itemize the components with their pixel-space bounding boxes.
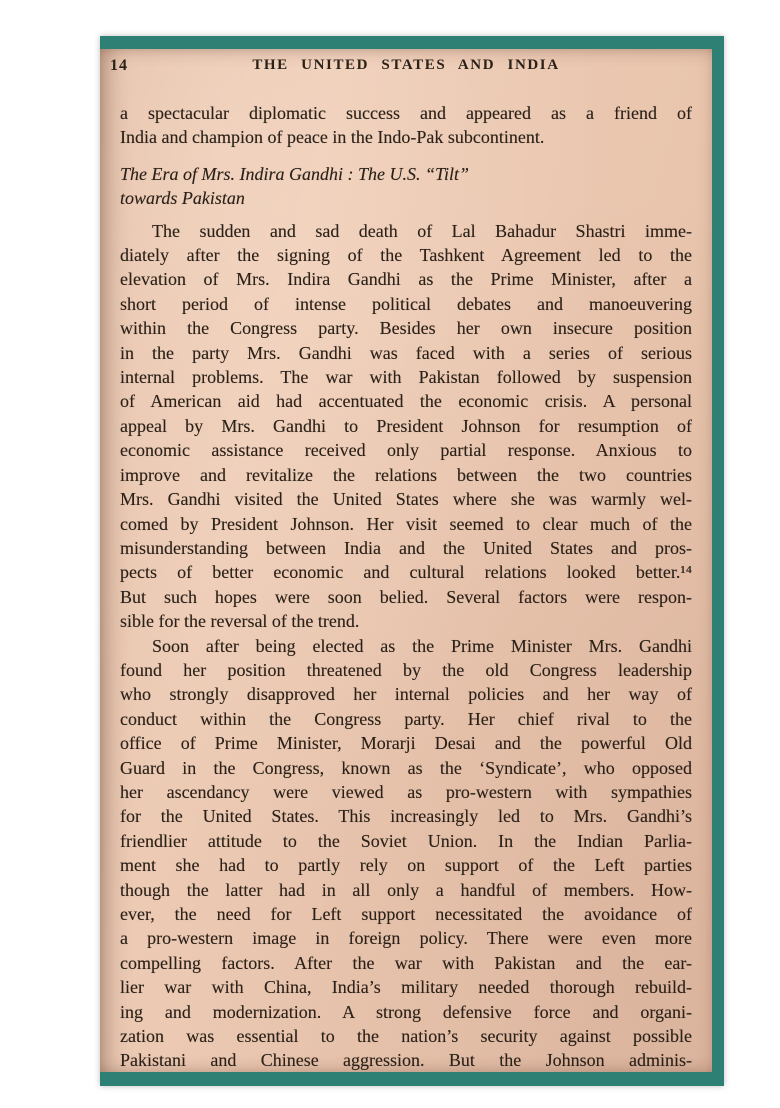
text-line: office of Prime Minister, Morarji Desai and the powerful Old xyxy=(120,733,692,754)
text-line: in the party Mrs. Gandhi was faced with a series of serious xyxy=(120,342,692,363)
text-line: of American aid had accentuated the economic crisis. A personal xyxy=(120,391,692,412)
paragraph-1 xyxy=(120,219,692,634)
paragraph-intro xyxy=(120,101,692,150)
text-line: within the Congress party. Besides her own insecure position xyxy=(120,318,692,339)
text-line: a pro-western image in foreign policy. There were even more xyxy=(120,928,692,949)
running-title: THE UNITED STATES AND INDIA xyxy=(252,57,560,73)
text-line: misunderstanding between India and the United States and pros- xyxy=(120,537,692,558)
text-line: Guard in the Congress, known as the ‘Syndicate’, who opposed xyxy=(120,757,692,778)
book-page xyxy=(100,49,712,1072)
text-line: short period of intense political debates and manoeuvering xyxy=(120,293,692,314)
text-line: ment she had to partly rely on support of the Left parties xyxy=(120,855,692,876)
text-line: though the latter had in all only a handful of members. How- xyxy=(120,879,692,900)
text-line: found her position threatened by the old Congress leadership xyxy=(120,659,692,680)
text-line: friendlier attitude to the Soviet Union. In the Indian Parlia- xyxy=(120,830,692,851)
text-line: ing and modernization. A strong defensive force and organi- xyxy=(120,1001,692,1022)
text-line: for the United States. This increasingly led to Mrs. Gandhi’s xyxy=(120,806,692,827)
text-line: Mrs. Gandhi visited the United States where she was warmly wel- xyxy=(120,489,692,510)
page-number: 14 xyxy=(110,57,128,74)
text-line: India and champion of peace in the Indo-Pak subcontinent. xyxy=(120,127,545,148)
text-line: Pakistani and Chinese aggression. But the Johnson adminis- xyxy=(120,1050,692,1071)
text-line: comed by President Johnson. Her visit seemed to clear much of the xyxy=(120,513,692,534)
book-cover-border xyxy=(100,36,724,1086)
text-line: her ascendancy were viewed as pro-western with sympathies xyxy=(120,781,692,802)
text-line: towards Pakistan xyxy=(120,188,245,209)
text-line: internal problems. The war with Pakistan followed by suspension xyxy=(120,367,692,388)
text-line: The sudden and sad death of Lal Bahadur Shastri imme- xyxy=(152,220,692,241)
text-line: economic assistance received only partial response. Anxious to xyxy=(120,440,692,461)
text-line: Soon after being elected as the Prime Minister Mrs. Gandhi xyxy=(152,635,692,656)
text-line: improve and revitalize the relations between the two countries xyxy=(120,464,692,485)
text-line: elevation of Mrs. Indira Gandhi as the Prime Minister, after a xyxy=(120,269,692,290)
text-line: zation was essential to the nation’s security against possible xyxy=(120,1026,692,1047)
page-header xyxy=(110,57,692,77)
text-line: conduct within the Congress party. Her chief rival to the xyxy=(120,708,692,729)
text-line: The Era of Mrs. Indira Gandhi : The U.S. “Tilt” xyxy=(120,163,470,184)
paragraph-2 xyxy=(120,634,692,1073)
text-line: But such hopes were soon belied. Several factors were respon- xyxy=(120,586,692,607)
section-heading xyxy=(120,162,692,211)
text-line: lier war with China, India’s military needed thorough rebuild- xyxy=(120,977,692,998)
text-line: diately after the signing of the Tashkent Agreement led to the xyxy=(120,245,692,266)
text-line: a spectacular diplomatic success and appeared as a friend of xyxy=(120,103,692,123)
text-line: appeal by Mrs. Gandhi to President Johnson for resumption of xyxy=(120,415,692,436)
text-line: ever, the need for Left support necessitated the avoidance of xyxy=(120,904,692,924)
text-line: sible for the reversal of the trend. xyxy=(120,611,360,632)
body-text xyxy=(120,101,692,1073)
text-line: compelling factors. After the war with Pakistan and the ear- xyxy=(120,952,692,973)
text-line: pects of better economic and cultural relations looked better.¹⁴ xyxy=(120,562,692,583)
text-line: who strongly disapproved her internal policies and her way of xyxy=(120,684,692,705)
